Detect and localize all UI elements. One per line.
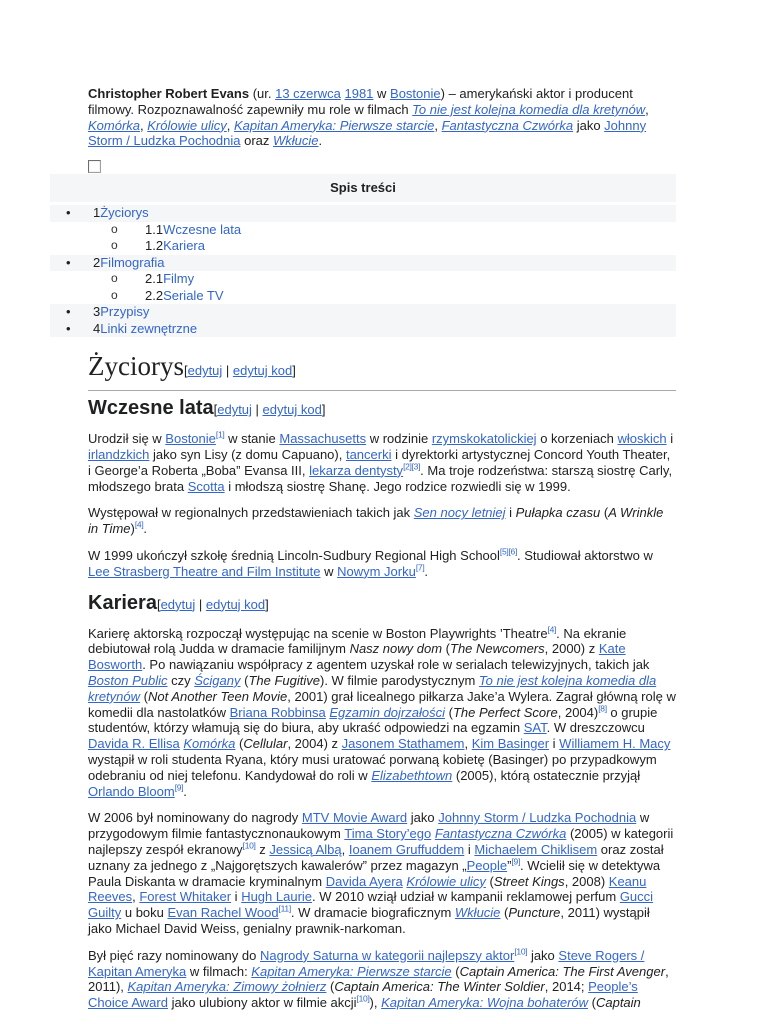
toc-item[interactable] [50,205,676,222]
wiki-link[interactable]: Królowie ulicy [147,117,227,133]
toc-item[interactable] [50,288,676,305]
toc-number: 1 [93,205,101,221]
text-run: Pułapka czasu [515,505,601,521]
heading-kariera [88,591,676,617]
text-run: , [434,117,442,133]
edit-link[interactable]: edytuj [187,363,223,379]
text-run: jako [407,810,439,826]
text-run: . Po nawiązaniu współpracy z agentem uzyskał role w serialach telewizyjnych, takich jak [142,657,650,673]
wiki-link[interactable]: Królowie ulicy [406,873,486,889]
text-run: ( [500,905,509,921]
ref-marker[interactable]: [10] [514,946,528,957]
text-run: The Fugitive [248,672,320,688]
wiki-link[interactable]: Boston Public [88,672,168,688]
text-run: , 2008) [564,873,609,889]
toc-number: 3 [93,304,101,320]
toc-number: 2.2 [145,287,164,303]
edit-bracket-close: ] [321,402,326,418]
paragraph-kariera-1 [88,626,676,800]
wiki-link[interactable]: Wkłucie [273,133,319,149]
wiki-link[interactable]: Massachusetts [279,431,367,447]
text-run: ) [130,521,135,537]
wiki-link[interactable]: Kate Bosworth [88,641,626,673]
wiki-link[interactable]: 1981 [344,86,374,101]
wiki-link[interactable]: Komórka [88,117,141,133]
text-run: . [183,783,187,799]
wiki-link[interactable]: Johnny Storm / Ludzka Pochodnia [88,117,647,149]
heading-wczesne-lata [88,396,676,422]
wiki-link[interactable]: Wkłucie [454,905,501,921]
text-run: , [226,117,234,133]
text-run: ), [369,995,382,1011]
text-run: Występował w regionalnych przedstawieniach takich jak [88,505,414,521]
text-run: W 1999 ukończył szkołę średnią Lincoln-Sudbury Regional High School [88,547,500,563]
text-run: ” [507,857,512,873]
wiki-link[interactable]: People’s Choice Award [88,979,638,1011]
text-run: (2005) w kategorii najlepszy zespół ekranowy [88,826,674,857]
wiki-link[interactable]: Fantastyczna Czwórka [441,117,574,133]
text-run: i [666,431,674,447]
ref-marker[interactable]: [4] [134,519,144,530]
text-run: w [320,563,338,579]
toc-number: 4 [93,320,101,336]
wiki-link[interactable]: Davida Ayera [325,873,403,889]
text-run: , 2001) grał licealnego piłkarza Jake’a Wylera. Zagrał główną rolę w komedii dla nastolatków [88,688,676,720]
text-run: u boku [121,905,168,921]
edit-bracket-close: ] [292,363,296,379]
wiki-link[interactable]: włoskich [617,431,667,447]
text-run: ( [442,641,450,657]
text-run: , [341,841,349,857]
text-run: ( [445,704,453,720]
text-run: i [464,841,475,857]
text-run: , 2014; [544,979,589,995]
text-run: The Perfect Score [452,704,558,720]
bullet-disc-icon: • [66,320,71,336]
text-run: , 2011), [88,963,669,995]
wiki-link[interactable]: Johnny Storm / Ludzka Pochodnia [438,810,637,826]
bullet-circle-icon: o [111,271,118,286]
text-run: The Newcomers [450,641,545,657]
toc-link[interactable]: Wczesne lata [163,221,242,237]
text-run: . Wcielił się w detektywa Paula Diskanta w dramacie kryminalnym [88,857,661,889]
text-run: ( [240,672,249,688]
wiki-link[interactable]: To nie jest kolejna komedia dla kretynów [412,101,646,117]
edit-section [184,363,296,378]
bullet-circle-icon: o [111,238,118,253]
text-run: o grupie studentów, którzy włamują się do biura, aby ukraść odpowiedzi na egzamin [88,704,658,736]
toc-rows [50,205,676,337]
bullet-circle-icon: o [111,221,118,236]
edit-bracket-open: [ [213,402,218,418]
wiki-link[interactable]: Kapitan Ameryka: Pierwsze starcie [233,117,435,133]
bullet-disc-icon: • [66,304,71,320]
toc-toggle-checkbox[interactable] [88,160,101,173]
heading-zyciorys [88,351,676,391]
text-run: W 2006 był nominowany do nagrody [88,810,302,826]
wiki-link[interactable]: Briana Robbinsa [229,704,326,720]
wiki-link[interactable]: rzymskokatolickiej [431,431,537,447]
wiki-link[interactable]: Orlando Bloom [88,783,175,799]
wiki-link[interactable]: Keanu Reeves [88,873,647,905]
text-run: . Na ekranie debiutował rolą Judda w dramacie familijnym [88,625,627,657]
text-run: (2005), którą ostatecznie przyjął [452,767,641,783]
toc-checkbox-row [88,160,676,174]
paragraph-kariera-3 [88,948,676,1011]
ref-marker[interactable]: [2][3] [403,461,421,472]
text-run: Nasz nowy dom [349,641,443,657]
text-run: jako [527,947,559,963]
toc-link[interactable]: Życiorys [100,205,149,221]
wiki-link[interactable]: 13 czerwca [275,86,341,101]
wiki-link[interactable]: Nagrody Saturna w kategorii najlepszy aktor [259,947,515,963]
text-run: Captain America: The First Avenger [459,963,666,979]
text-run: ( [235,736,244,752]
ref-marker[interactable]: [10] [356,993,370,1004]
ref-marker[interactable]: [10] [242,840,256,851]
heading-kariera-text: Kariera [88,591,157,614]
edit-link[interactable]: edytuj [160,596,196,612]
edit-code-link[interactable]: edytuj kod [262,402,322,418]
text-run: . [143,521,148,537]
wiki-link[interactable]: tancerki [345,446,392,462]
text-run: , 2011) wystąpił jako Michael David Weiss, genialny prawnik-narkoman. [88,905,650,936]
toc-item[interactable] [50,304,676,321]
toc-number: 1.2 [145,238,164,254]
edit-section [214,402,326,417]
text-run: . W dreszczowcu [546,720,645,736]
edit-separator: | [222,363,233,379]
edit-separator: | [195,596,206,612]
toc-title: Spis treści [330,180,396,196]
text-run: i dyrektorki artystycznej Concord Youth Theater, i George’a Roberta „Boba” Evansa III, [88,446,671,478]
wiki-link[interactable]: To nie jest kolejna komedia dla kretynów [88,672,657,704]
wiki-link[interactable]: MTV Movie Award [301,810,408,826]
text-run: (ur. [249,86,276,101]
text-run: Urodził się w [88,431,166,447]
toc-title-band [50,174,676,202]
text-run: Street Kings [493,873,565,889]
toc-link[interactable]: Linki zewnętrzne [100,320,198,336]
text-run: . W dramacie biograficznym [290,905,455,921]
ref-marker[interactable]: [8] [598,703,607,714]
text-run: Był pięć razy nominowany do [88,947,260,963]
toc-item[interactable] [50,222,676,239]
text-run: z [255,841,270,857]
text-run: i [505,505,516,521]
intro-paragraph [88,86,676,149]
text-run: A Wrinkle in Time [88,505,664,537]
wiki-link[interactable]: Fantastyczna Czwórka [434,826,567,842]
wiki-link[interactable]: irlandzkich [88,446,150,462]
edit-bracket-open: [ [156,596,161,612]
text-run: w filmach: [186,963,252,979]
toc-number: 2 [93,254,101,270]
bullet-disc-icon: • [66,254,71,270]
text-run: ( [451,963,460,979]
wiki-link[interactable]: Kapitan Ameryka: Zimowy żołnierz [127,979,327,995]
text-run: , [645,101,649,117]
wiki-link[interactable]: Jessicą Albą [269,841,342,857]
paragraph-wczesne-2 [88,505,676,537]
text-run: , [140,117,148,133]
article-content [66,0,676,1011]
wiki-link[interactable]: Ioanem Gruffuddem [348,841,465,857]
text-run: , 2004) z [287,736,342,752]
text-run: , [464,736,472,752]
wiki-link[interactable]: SAT [523,720,547,736]
text-run: ( [588,995,596,1011]
wiki-link[interactable]: Lee Strasberg Theatre and Film Institute [88,563,321,579]
wiki-link[interactable]: Jasonem Stathamem [341,736,465,752]
edit-section [157,597,269,612]
ref-marker[interactable]: [1] [215,429,225,440]
text-run: Karierę aktorską rozpoczął występując na scenie w Boston Playwrights ’Theatre [88,625,548,641]
wiki-link[interactable]: Gucci Guilty [88,889,654,921]
wiki-link[interactable]: Scotta [187,478,225,494]
edit-link[interactable]: edytuj [217,402,252,418]
toc-link[interactable]: Filmy [163,271,195,287]
wiki-link[interactable]: Hugh Laurie [241,889,313,905]
toc-item[interactable] [50,271,676,288]
wiki-link[interactable]: lekarza dentysty [309,462,404,478]
text-run: ( [600,505,609,521]
text-run: oraz [240,133,273,149]
text-run: ( [326,979,335,995]
text-run: Christopher Robert Evans [88,86,250,101]
toc-link[interactable]: Kariera [163,238,205,254]
wiki-link[interactable]: Komórka [183,736,236,752]
text-run: Captain America: The Winter Soldier [334,979,545,995]
heading-zyciorys-text: Życiorys [88,351,184,382]
text-run: i [549,736,560,752]
text-run: , 2004) [557,704,599,720]
text-run: w przygodowym filmie fantastycznonaukowym [88,810,650,842]
wiki-link[interactable]: Bostonie [165,431,216,447]
edit-separator: | [251,402,263,418]
toc-link[interactable]: Seriale TV [163,287,224,303]
text-run: i [231,889,242,905]
edit-code-link[interactable]: edytuj kod [205,596,266,612]
text-run: ( [485,873,494,889]
text-run: oraz został uznany za jednego z „Najgorętszych kawalerów” przez magazyn „ [88,841,664,873]
edit-bracket-open: [ [183,363,188,379]
wiki-link[interactable]: Sen nocy letniej [413,505,506,521]
wiki-link[interactable]: Egzamin dojrzałości [329,704,445,720]
wiki-link[interactable]: Kim Basinger [471,736,550,752]
text-run: Puncture [508,905,561,921]
ref-marker[interactable]: [9] [174,782,184,793]
ref-marker[interactable]: [5][6] [499,546,518,557]
toc-item[interactable] [50,238,676,255]
ref-marker[interactable]: [9] [511,856,521,867]
wiki-link[interactable]: Williamem H. Macy [559,736,671,752]
text-run: . W 2010 wziął udział w kampanii reklamowej perfum [312,889,620,905]
heading-wczesne-lata-text: Wczesne lata [88,397,214,420]
text-run: , 2000) z [544,641,599,657]
wiki-link[interactable]: Steve Rogers / Kapitan Ameryka [88,947,645,979]
wiki-link[interactable]: Forest Whitaker [139,889,232,905]
ref-marker[interactable]: [7] [415,562,425,573]
paragraph-wczesne-1 [88,431,676,494]
text-run: Cellular [243,736,288,752]
text-run: ). W filmie parodystycznym [319,672,479,688]
toc-number: 2.1 [145,271,164,287]
toc-link[interactable]: Przypisy [100,304,150,320]
text-run: w stanie [224,431,280,447]
text-run: . [318,133,323,149]
wiki-link[interactable]: Kapitan Ameryka: Wojna bohaterów [381,995,589,1011]
wiki-link[interactable]: People [466,857,508,873]
toc [50,160,676,337]
text-run: w rodzinie [366,431,432,447]
paragraph-wczesne-3 [88,548,676,580]
edit-bracket-close: ] [265,596,269,612]
toc-number: 1.1 [145,221,164,237]
text-run: ) – amerykański aktor i producent filmowy. Rozpoznawalność zapewniły mu role w filmach [88,86,633,117]
toc-item[interactable] [50,321,676,338]
text-run: Not Another Teen Movie [147,688,288,704]
text-run: czy [167,672,195,688]
toc-item[interactable] [50,255,676,272]
text-run: wystąpił w roli studenta Ryana, który musi uratować porwaną kobietę (Basinger) po przypadkowym odebraniu od niej telefonu. Kandydował do roli w [88,751,657,783]
bullet-disc-icon: • [66,205,71,221]
toc-link[interactable]: Filmografia [100,254,165,270]
bullet-circle-icon: o [111,287,118,302]
ref-marker[interactable]: [4] [547,624,557,635]
text-run: . [424,563,429,579]
text-run: . Studiował aktorstwo w [517,547,653,563]
text-run: . Ma troje rodzeństwa: starszą siostrę Carly, młodszego brata [88,462,673,494]
paragraph-kariera-2 [88,810,676,936]
text-run: , [132,889,140,905]
wiki-link[interactable]: Evan Rachel Wood [167,905,279,921]
wiki-link[interactable]: Davida R. Ellisa [88,736,180,752]
text-run: w [373,86,391,101]
text-run: ( [140,688,148,704]
wiki-link[interactable]: Nowym Jorku [337,563,416,579]
text-run: i młodszą siostrę Shanę. Jego rodzice rozwiedli się w 1999. [224,478,571,494]
wiki-link[interactable]: Ścigany [194,672,241,688]
text-run: o korzeniach [536,431,618,447]
text-run: jako syn Lisy (z domu Capuano), [149,446,346,462]
wiki-link[interactable]: Michaelem Chiklisem [474,841,598,857]
wiki-link[interactable]: Bostonie [390,86,441,101]
wiki-link[interactable]: Elizabethtown [371,767,453,783]
text-run: jako ulubiony aktor w filmie akcji [167,995,357,1011]
edit-code-link[interactable]: edytuj kod [232,363,293,379]
ref-marker[interactable]: [11] [278,903,291,914]
text-run: Captain [595,995,641,1011]
wiki-link[interactable]: Kapitan Ameryka: Pierwsze starcie [251,963,452,979]
text-run: jako [573,117,605,133]
wiki-link[interactable]: Tima Story’ego [344,826,432,842]
